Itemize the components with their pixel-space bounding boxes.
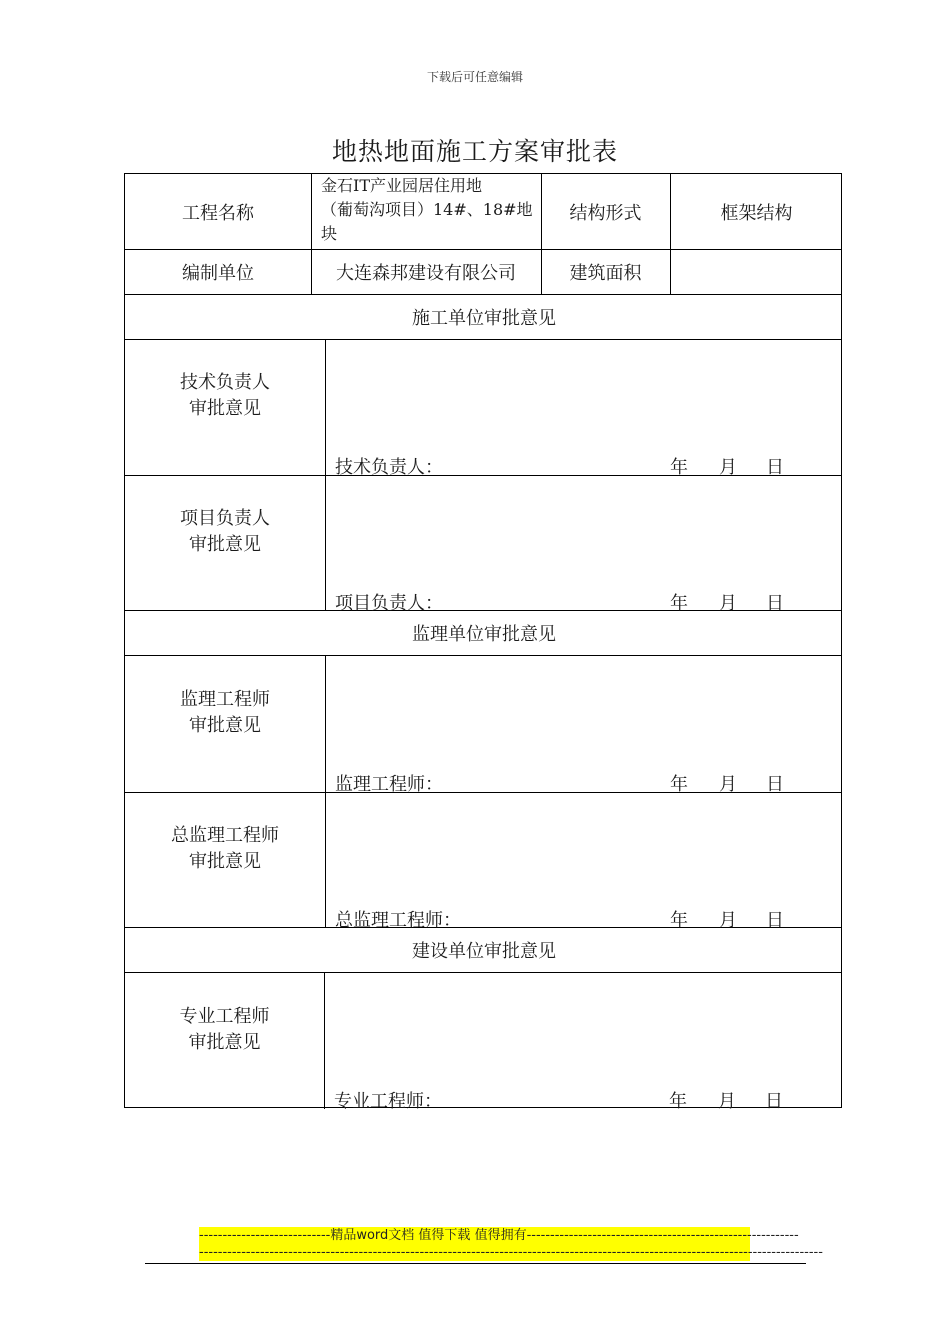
label-line: 专业工程师	[179, 1005, 270, 1027]
unit-value: 大连森邦建设有限公司	[336, 262, 516, 284]
section-owner: 建设单位审批意见	[412, 940, 556, 962]
label-line: 项目负责人	[180, 507, 270, 529]
label-line: 总监理工程师	[171, 824, 279, 846]
supervisor-label	[125, 655, 325, 792]
project-name-line2: （葡萄沟项目）14#、18#地	[321, 200, 533, 219]
label-line: 审批意见	[188, 1031, 261, 1053]
tech-lead-label	[125, 339, 325, 475]
unit-label: 编制单位	[182, 262, 254, 284]
specialist-signer: 专业工程师：	[334, 1091, 442, 1112]
year-label: 年	[670, 774, 688, 795]
tech-lead-signer: 技术负责人：	[335, 457, 443, 478]
supervisor-signer: 监理工程师：	[335, 774, 443, 795]
label-line: 审批意见	[189, 398, 261, 419]
structure-value: 框架结构	[720, 202, 793, 224]
footer-line2: -------------------------------------------------------------------------------------------------------------------------------------	[199, 1245, 823, 1260]
document-title: 地热地面施工方案审批表	[331, 137, 618, 166]
footer-banner	[199, 1227, 823, 1261]
area-value	[670, 249, 843, 294]
day-label: 日	[765, 1091, 783, 1112]
section-construction: 施工单位审批意见	[412, 307, 556, 329]
footer-rule	[145, 1263, 806, 1264]
year-label: 年	[670, 457, 688, 478]
project-name-value	[321, 174, 541, 249]
year-label: 年	[669, 1091, 687, 1112]
label-line: 审批意见	[189, 714, 261, 736]
footer-line1: ----------------------------精品word文档 值得下载 值得拥有----------------------------------------------------------	[199, 1228, 799, 1243]
project-name-label: 工程名称	[182, 202, 254, 224]
month-label: 月	[718, 1091, 736, 1112]
month-label: 月	[719, 457, 737, 478]
chief-supervisor-signer: 总监理工程师：	[335, 910, 461, 931]
col-divider	[324, 972, 325, 1109]
project-name-line1: 金石IT产业园居住用地	[321, 176, 482, 195]
day-label: 日	[766, 457, 784, 478]
header-note: 下载后可任意编辑	[426, 70, 523, 84]
chief-supervisor-label	[125, 792, 325, 927]
section-supervision: 监理单位审批意见	[412, 623, 556, 645]
approval-table	[124, 173, 842, 1112]
area-label: 建筑面积	[569, 262, 642, 284]
structure-label: 结构形式	[569, 202, 642, 224]
year-label: 年	[670, 593, 688, 614]
day-label: 日	[766, 593, 784, 614]
col-divider	[325, 339, 326, 610]
label-line: 技术负责人	[180, 372, 270, 393]
day-label: 日	[766, 774, 784, 795]
project-lead-signer: 项目负责人：	[335, 593, 443, 614]
month-label: 月	[719, 593, 737, 614]
month-label: 月	[719, 910, 737, 931]
col-divider	[325, 655, 326, 927]
label-line: 审批意见	[189, 533, 261, 555]
year-label: 年	[670, 910, 688, 931]
label-line: 审批意见	[189, 850, 261, 872]
label-line: 监理工程师	[180, 688, 270, 710]
project-name-line3: 块	[321, 224, 338, 243]
project-lead-label	[125, 475, 325, 610]
specialist-label	[125, 972, 324, 1109]
day-label: 日	[766, 910, 784, 931]
month-label: 月	[719, 774, 737, 795]
